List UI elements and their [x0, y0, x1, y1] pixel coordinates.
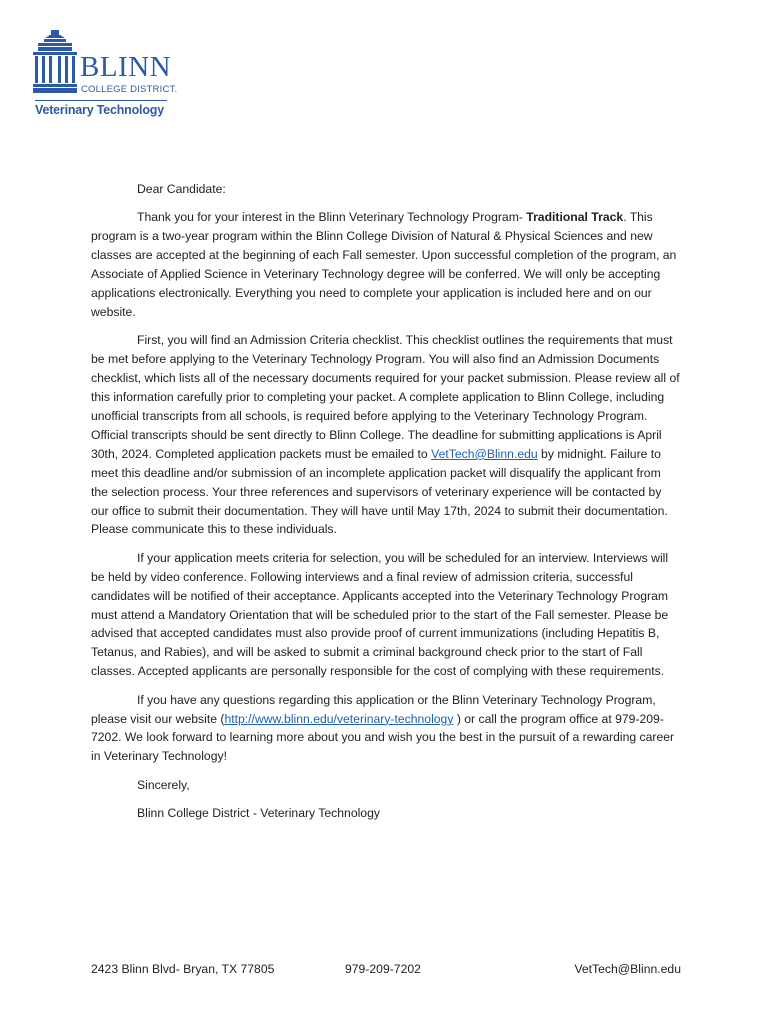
signature: Blinn College District - Veterinary Technology [137, 806, 380, 821]
footer-phone: 979-209-7202 [345, 962, 421, 976]
footer [91, 962, 681, 978]
salutation: Dear Candidate: [137, 182, 226, 196]
intro-text-start: Thank you for your interest in the Blinn Veterinary Technology Program- [137, 210, 527, 225]
paragraph-questions [91, 691, 681, 767]
paragraph-requirements [91, 331, 681, 539]
program-name: Veterinary Technology [35, 103, 164, 117]
website-link[interactable]: http://www.blinn.edu/veterinary-technology [224, 711, 454, 726]
logo-subtitle: COLLEGE DISTRICT. [81, 84, 178, 95]
requirements-text-start: First, you will find an Admission Criteria checklist. This checklist outlines the requirements that must be met before applying to the Veterinary Technology Program. You will also find an Admission Documents checklist, which lists all of the necessary documents required for your packet submission. Please review all of this information carefully prior to completing your packet. A complete application to Blinn College, including unofficial transcripts from all schools, is required before applying to the Veterinary Technology Program. Official transcripts should be sent directly to Blinn College. The deadline for submitting applications is April 30th, 2024. Completed application packets must be emailed to [91, 333, 680, 461]
paragraph-selection: If your application meets criteria for selection, you will be scheduled for an interview. Interviews will be held by video conference. Following interviews and a final review of admission criteria, successful candidates will be notified of their acceptance. Applicants accepted into the Veterinary Technology Program must attend a Mandatory Orientation that will be scheduled prior to the start of the Fall semester. Please be advised that accepted candidates must also provide proof of current immunizations (including Hepatitis B, Tetanus, and Rabies), and will be asked to submit a criminal background check prior to the start of Fall classes. Accepted applicants are personally responsible for the cost of complying with these requirements. [91, 550, 669, 679]
closing: Sincerely, [137, 777, 190, 792]
blinn-logo [33, 30, 183, 122]
track-name: Traditional Track [526, 210, 624, 225]
footer-address: 2423 Blinn Blvd- Bryan, TX 77805 [91, 962, 275, 976]
letter-body [91, 180, 681, 833]
footer-email: VetTech@Blinn.edu [574, 962, 681, 976]
intro-text-end: . This program is a two-year program within the Blinn College Division of Natural & Physical Sciences and new classes are accepted at the beginning of each Fall semester. Upon successful completion of the program, an Associate of Applied Science in Veterinary Technology degree will be conferred. We will only be accepting applications electronically. Everything you need to complete your application is included here and on our website. [91, 210, 677, 319]
questions-text-start: If you have any questions regarding this application or the Blinn Veterinary Technology Program, please visit our website ( [91, 692, 656, 726]
logo-divider [35, 100, 167, 101]
requirements-text-end: by midnight. Failure to meet this deadline and/or submission of an incomplete application packet will disqualify the applicant from the selection process. Your three references and supervisors of veterinary experience will be contacted by our office to submit their documentation. They will have until May 17th, 2024 to submit their documentation. Please communicate this to these individuals. [91, 446, 668, 537]
email-link[interactable]: VetTech@Blinn.edu [431, 446, 538, 461]
questions-text-end: ) or call the program office at 979-209-7202. We look forward to learning more about you and wish you the best in the pursuit of a rewarding career in Veterinary Technology! [91, 711, 675, 764]
paragraph-intro [91, 208, 681, 321]
college-building-icon [33, 30, 77, 96]
logo-wordmark: BLINN [80, 51, 172, 83]
